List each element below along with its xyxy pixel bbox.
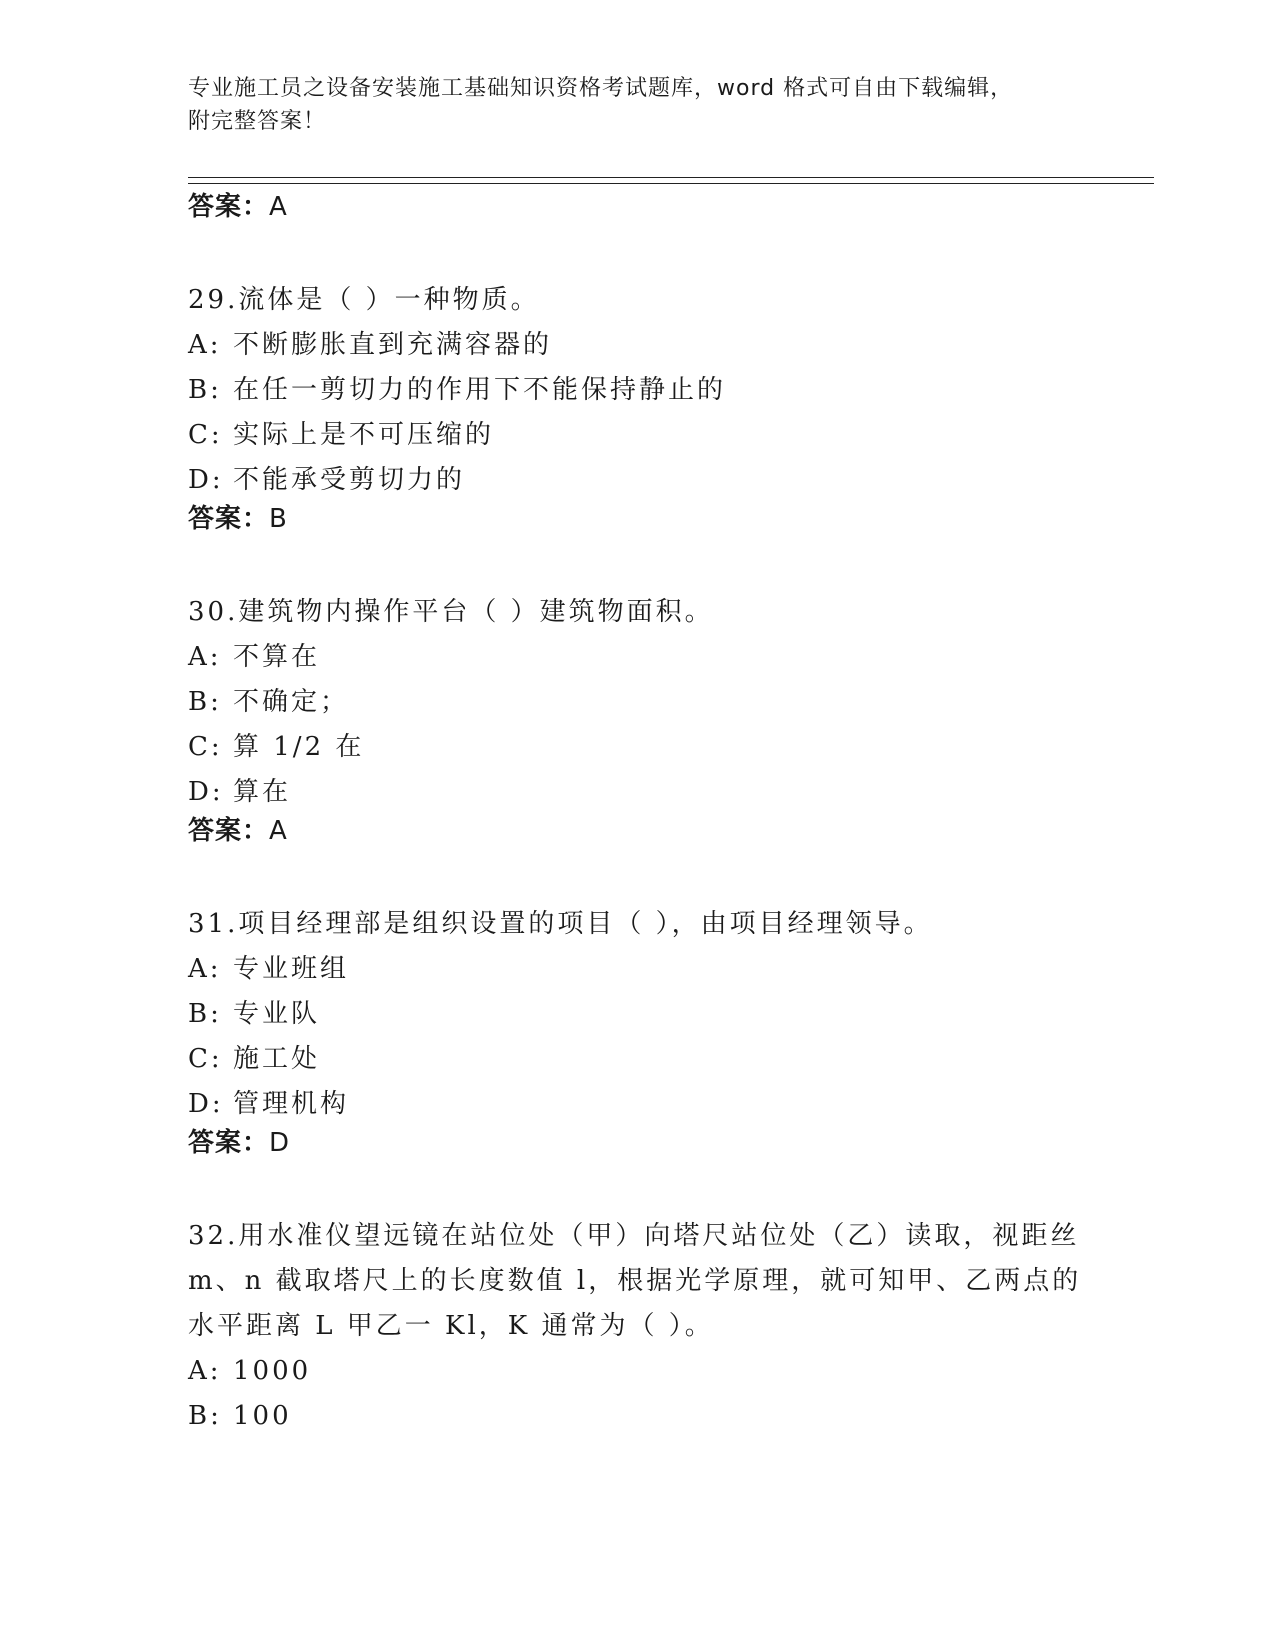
option-text: 100 — [233, 1401, 292, 1431]
option-text: 在任一剪切力的作用下不能保持静止的 — [233, 375, 727, 405]
option-c — [188, 1037, 1088, 1082]
answer-label: 答案： — [188, 192, 270, 222]
answer-line — [188, 503, 1088, 536]
option-text: 专业队 — [233, 999, 321, 1029]
header-divider-top — [188, 177, 1154, 178]
option-d — [188, 1082, 1088, 1127]
option-a — [188, 323, 1088, 368]
question-title-line: 32.用水准仪望远镜在站位处（甲）向塔尺站位处（乙）读取，视距丝 — [188, 1221, 1080, 1251]
option-b — [188, 680, 1088, 725]
question-title: 31.项目经理部是组织设置的项目（ ），由项目经理领导。 — [188, 909, 933, 939]
option-text: 不算在 — [233, 642, 321, 672]
answer-value: B — [269, 504, 288, 534]
option-key: B: — [188, 375, 222, 405]
question-title: 30.建筑物内操作平台（ ）建筑物面积。 — [188, 597, 714, 627]
option-text: 不确定； — [233, 687, 350, 717]
option-key: D: — [188, 777, 224, 807]
question-item — [188, 278, 1088, 503]
option-b — [188, 992, 1088, 1037]
header-divider-bottom — [188, 183, 1154, 184]
option-c — [188, 725, 1088, 770]
answer-value: A — [269, 192, 288, 222]
option-a — [188, 635, 1088, 680]
option-b — [188, 1394, 1088, 1439]
answer-label: 答案： — [188, 1128, 270, 1158]
option-text: 实际上是不可压缩的 — [233, 420, 495, 450]
option-key: B: — [188, 999, 222, 1029]
answer-line — [188, 1127, 1088, 1160]
option-d — [188, 458, 1088, 503]
header-line-2: 附完整答案！ — [188, 109, 327, 134]
question-item — [188, 902, 1088, 1127]
option-key: A: — [188, 1356, 222, 1386]
question-title: 29.流体是（ ）一种物质。 — [188, 285, 540, 315]
option-b — [188, 368, 1088, 413]
option-key: A: — [188, 330, 222, 360]
option-key: B: — [188, 687, 222, 717]
question-title-line: m、n 截取塔尺上的长度数值 l，根据光学原理，就可知甲、乙两点的 — [188, 1266, 1082, 1296]
question-list — [188, 191, 1088, 1439]
answer-line — [188, 815, 1088, 848]
option-key: B: — [188, 1401, 222, 1431]
option-c — [188, 413, 1088, 458]
option-text: 施工处 — [233, 1044, 321, 1074]
option-key: D: — [188, 1089, 224, 1119]
option-text: 1000 — [233, 1356, 312, 1386]
option-key: D: — [188, 465, 224, 495]
option-key: C: — [188, 420, 223, 450]
document-header — [188, 72, 1088, 138]
option-text: 不断膨胀直到充满容器的 — [233, 330, 553, 360]
answer-value: A — [269, 816, 288, 846]
option-key: C: — [188, 732, 223, 762]
question-item — [188, 1214, 1088, 1439]
option-text: 算 1/2 在 — [233, 732, 365, 762]
option-key: C: — [188, 1044, 223, 1074]
option-text: 不能承受剪切力的 — [233, 465, 466, 495]
option-key: A: — [188, 954, 222, 984]
option-d — [188, 770, 1088, 815]
option-a — [188, 947, 1088, 992]
answer-value: D — [269, 1128, 291, 1158]
option-text: 专业班组 — [233, 954, 350, 984]
option-a — [188, 1349, 1088, 1394]
question-title-line: 水平距离 L 甲乙一 Kl，K 通常为（ ）。 — [188, 1311, 714, 1341]
answer-line — [188, 191, 1088, 224]
answer-label: 答案： — [188, 816, 270, 846]
option-text: 管理机构 — [233, 1089, 350, 1119]
option-text: 算在 — [233, 777, 292, 807]
answer-label: 答案： — [188, 504, 270, 534]
question-item — [188, 590, 1088, 815]
header-line-1: 专业施工员之设备安装施工基础知识资格考试题库，word 格式可自由下载编辑， — [188, 76, 1014, 101]
option-key: A: — [188, 642, 222, 672]
